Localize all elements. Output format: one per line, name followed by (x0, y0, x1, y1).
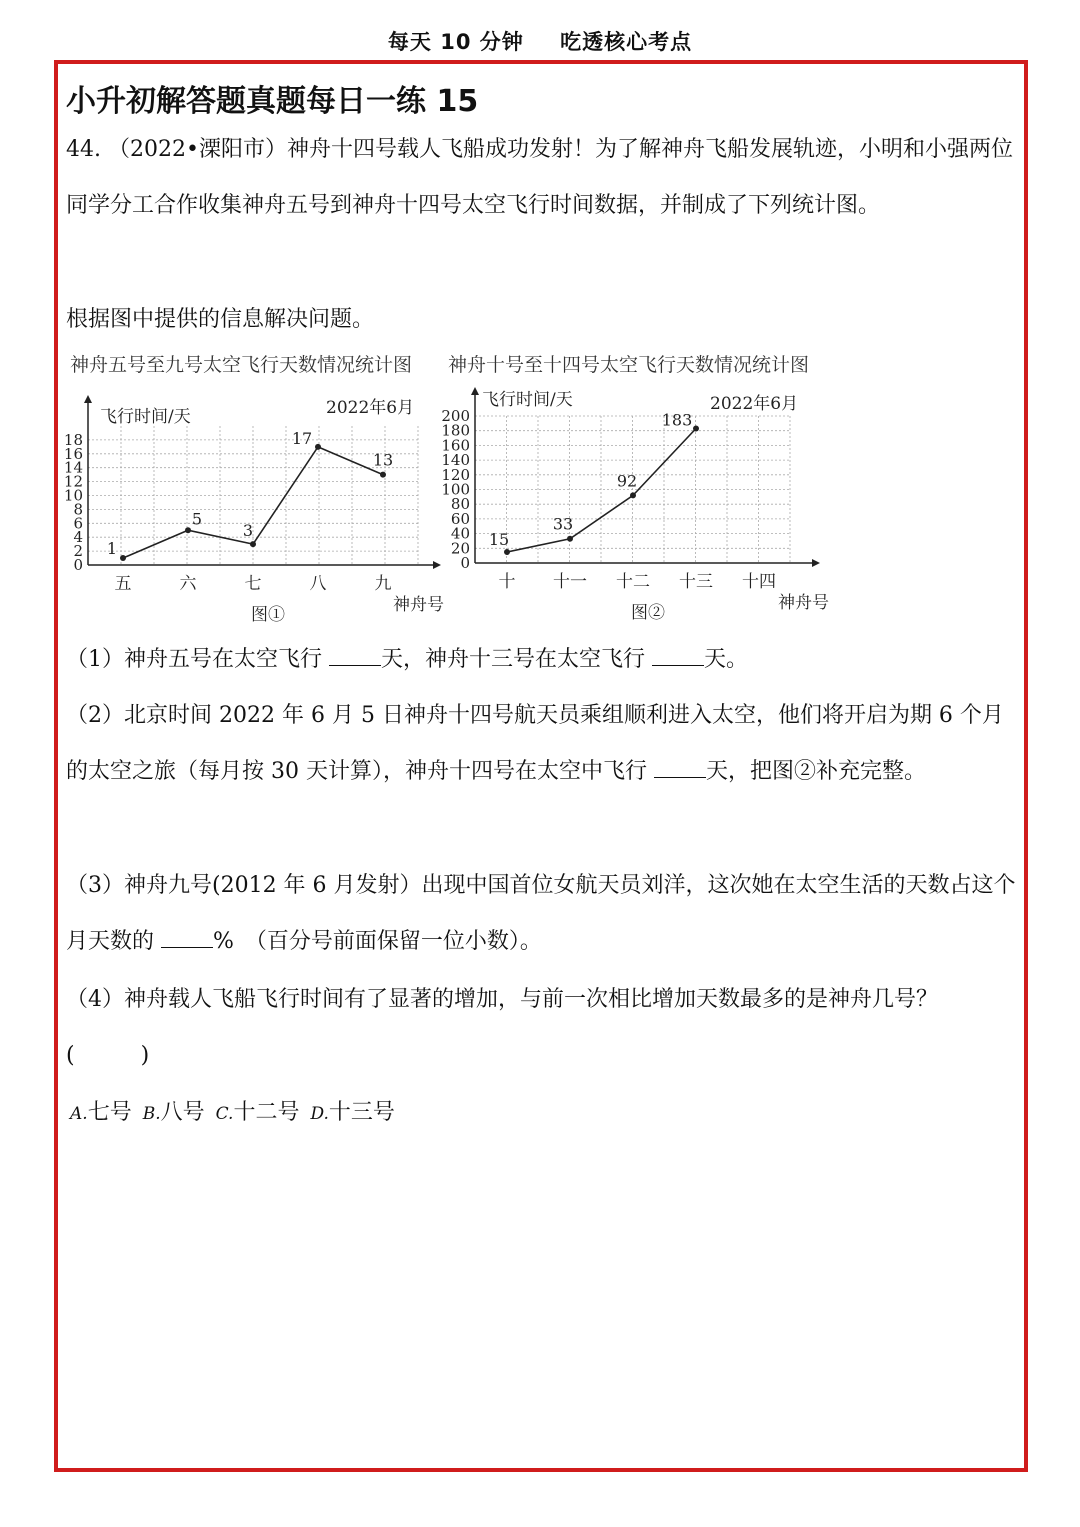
problem-intro: 44. （2022•溧阳市）神舟十四号载人飞船成功发射！为了解神舟飞船发展轨迹，小明和小强两位同学分工合作收集神舟五号到神舟十四号太空飞行时间数据，并制成了下列统计图。 (66, 137, 1013, 218)
data-point (380, 472, 386, 478)
option-b[interactable]: B.八号 (142, 1100, 205, 1125)
q3-text-a: （3）神舟九号(2012 年 6 月发射）出现中国首位女航天员刘洋，这次她在太空生活的天数占这个月天数的 (66, 873, 1016, 954)
data-point (120, 555, 126, 561)
q1-text-b: 天，神舟十三号在太空飞行 (381, 647, 652, 672)
chart-caption: 图① (251, 605, 285, 625)
y-tick-label: 14 (63, 458, 83, 477)
chart-2 (430, 385, 850, 640)
chart2-title: 神舟十号至十四号太空飞行天数情况统计图 (448, 354, 810, 376)
data-label: 1 (106, 539, 118, 559)
y-tick-label: 200 (441, 407, 470, 425)
x-axis-arrow (812, 559, 820, 567)
y-axis-arrow (84, 395, 92, 403)
q1-blank-b[interactable] (652, 647, 704, 666)
y-tick-label: 180 (441, 421, 470, 440)
q1-text-a: （1）神舟五号在太空飞行 (66, 647, 329, 672)
y-tick-label: 0 (73, 556, 83, 574)
q3-blank[interactable] (161, 929, 213, 948)
y-tick-label: 8 (73, 500, 83, 519)
y-tick-label: 120 (441, 465, 470, 484)
x-axis-label: 神舟号 (393, 595, 444, 615)
x-tick-label: 十四 (742, 572, 776, 592)
x-axis-label: 神舟号 (778, 593, 829, 613)
y-tick-label: 100 (441, 480, 470, 499)
option-c[interactable]: C.十二号 (215, 1100, 300, 1125)
q2-blank[interactable] (654, 759, 706, 778)
question-4: （4）神舟载人飞船飞行时间有了显著的增加，与前一次相比增加天数最多的是神舟几号？( ) (66, 987, 939, 1068)
q1-blank-a[interactable] (329, 647, 381, 666)
data-point (693, 425, 699, 431)
y-tick-label: 140 (441, 451, 470, 470)
y-tick-label: 80 (450, 495, 470, 514)
y-axis-label: 飞行时间/天 (482, 390, 573, 410)
y-tick-label: 4 (73, 528, 83, 547)
x-tick-label: 十三 (679, 572, 713, 592)
q2-text-b: 天，把图②补充完整。 (705, 759, 926, 784)
y-tick-label: 0 (460, 554, 470, 572)
y-axis-label: 飞行时间/天 (100, 407, 191, 427)
y-tick-label: 6 (73, 514, 83, 533)
page-title: 小升初解答题真题每日一练 15 (66, 84, 479, 119)
problem-instruction: 根据图中提供的信息解决问题。 (66, 307, 375, 332)
q2-text-a: （2）北京时间 2022 年 6 月 5 日神舟十四号航天员乘组顺利进入太空，他们将开启为期 6 个月的太空之旅（每月按 30 天计算），神舟十四号在太空中飞行 (66, 703, 1004, 784)
data-label: 183 (661, 410, 693, 430)
data-point (315, 444, 321, 450)
y-tick-label: 40 (450, 524, 470, 543)
y-axis-arrow (471, 387, 479, 395)
chart-note: 2022年6月 (710, 394, 799, 414)
x-tick-label: 十二 (616, 572, 650, 592)
data-label: 92 (616, 471, 638, 491)
data-label: 15 (488, 529, 510, 549)
data-label: 3 (242, 521, 254, 541)
question-3 (66, 858, 1021, 970)
y-tick-label: 160 (441, 436, 470, 455)
option-a[interactable]: A.七号 (70, 1100, 132, 1125)
y-tick-label: 60 (450, 509, 470, 528)
x-tick-label: 十一 (553, 572, 587, 592)
page-header (0, 26, 1080, 56)
data-label: 33 (552, 514, 574, 534)
header-right: 吃透核心考点 (560, 30, 693, 54)
data-label: 5 (191, 509, 203, 529)
question-1 (66, 632, 1021, 688)
y-tick-label: 12 (63, 472, 83, 491)
data-point (567, 536, 573, 542)
x-tick-label: 九 (374, 574, 392, 594)
answer-options (66, 1095, 395, 1126)
data-point (630, 492, 636, 498)
y-tick-label: 2 (73, 542, 83, 561)
data-label: 13 (372, 450, 394, 470)
x-tick-label: 八 (309, 574, 327, 594)
q1-text-c: 天。 (704, 647, 749, 672)
data-point (504, 549, 510, 555)
x-tick-label: 七 (244, 574, 262, 594)
y-tick-label: 20 (450, 539, 470, 558)
data-label: 17 (291, 428, 313, 448)
data-point (250, 541, 256, 547)
question-2 (66, 688, 1021, 800)
x-tick-label: 六 (179, 574, 197, 594)
header-left: 每天 10 分钟 (387, 30, 524, 54)
y-tick-label: 16 (63, 444, 83, 463)
y-tick-label: 18 (63, 430, 83, 449)
chart-note: 2022年6月 (326, 398, 415, 418)
chart1-title: 神舟五号至九号太空飞行天数情况统计图 (70, 354, 413, 376)
option-d[interactable]: D.十三号 (310, 1100, 395, 1125)
q3-text-b: % （百分号前面保留一位小数）。 (213, 929, 542, 954)
x-tick-label: 十 (498, 572, 516, 592)
data-point (185, 527, 191, 533)
y-tick-label: 10 (63, 486, 83, 505)
chart-caption: 图② (631, 603, 665, 623)
x-tick-label: 五 (114, 574, 132, 594)
